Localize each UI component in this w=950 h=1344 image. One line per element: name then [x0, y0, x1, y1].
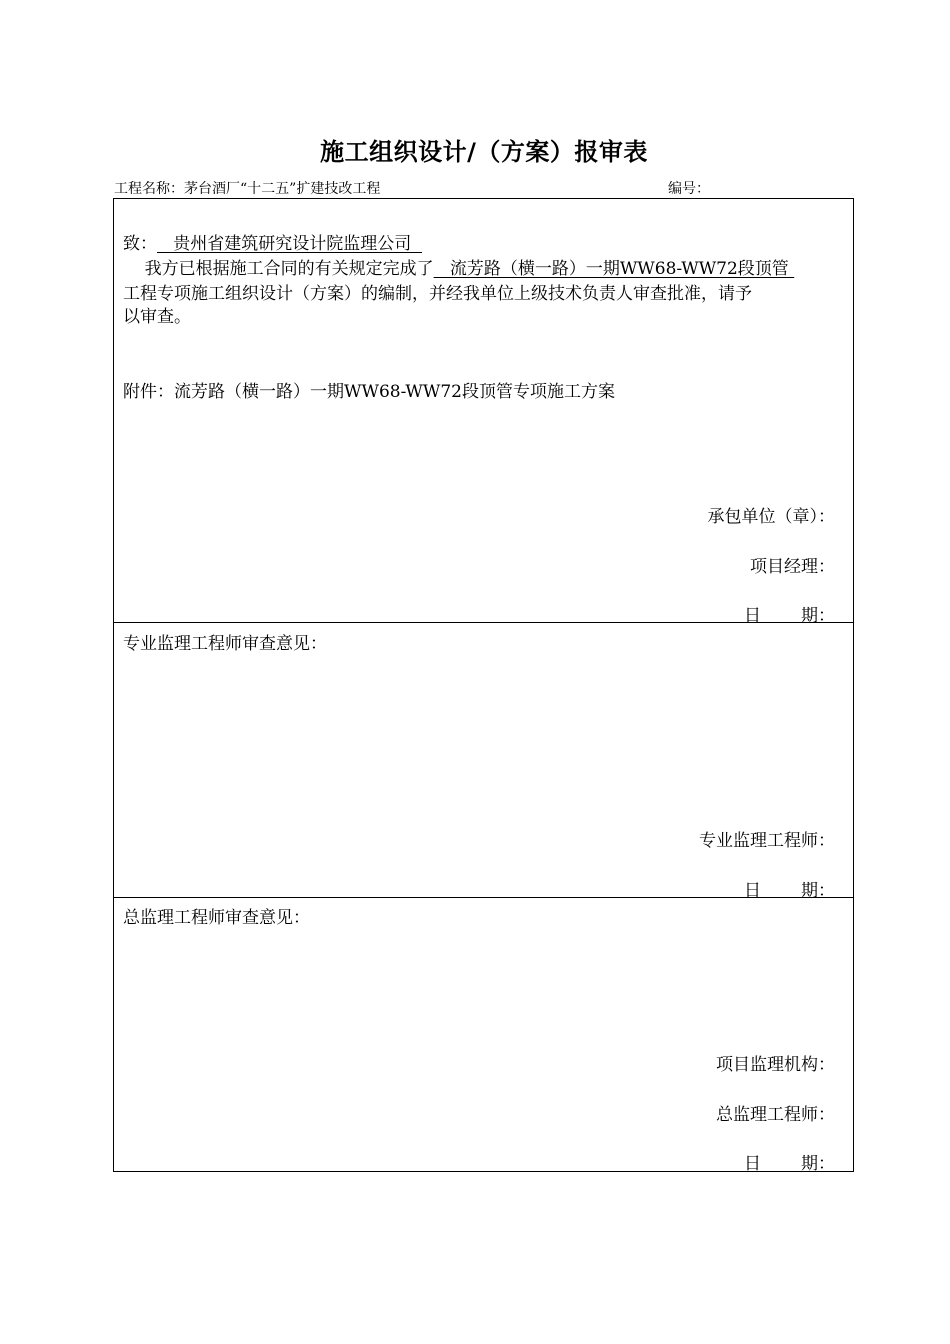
submission-section [114, 199, 853, 626]
review-form-table [113, 198, 854, 1172]
specialist-engineer-label: 专业监理工程师： [699, 831, 835, 851]
body-line-2: 工程专项施工组织设计（方案）的编制，并经我单位上级技术负责人审查批准，请予 [123, 284, 752, 304]
date-char-b: 期： [801, 606, 835, 626]
date-label [744, 1149, 835, 1174]
page-title: 施工组织设计/（方案）报审表 [320, 138, 648, 166]
contractor-signature-label: 承包单位（章）： [707, 507, 835, 527]
date-char-a: 日 [744, 606, 761, 626]
date-char-b: 期： [801, 881, 835, 901]
date-char-b: 期： [801, 1154, 835, 1174]
addressee-line [123, 229, 422, 254]
document-number-label: 编号： [668, 181, 710, 197]
attachment-line: 附件：流芳路（横一路）一期WW68-WW72段顶管专项施工方案 [123, 382, 615, 402]
project-manager-label: 项目经理： [750, 557, 835, 577]
body-line-3: 以审查。 [123, 307, 191, 327]
date-char-a: 日 [744, 881, 761, 901]
specialist-review-heading: 专业监理工程师审查意见： [123, 634, 327, 654]
addressee-label: 致： [123, 234, 157, 254]
supervision-agency-label: 项目监理机构： [716, 1055, 835, 1075]
date-char-a: 日 [744, 1154, 761, 1174]
specialist-review-section [114, 623, 853, 901]
body-project-name: 流芳路（横一路）一期WW68-WW72段顶管 [433, 259, 795, 279]
body-line-1 [123, 254, 794, 279]
chief-engineer-label: 总监理工程师： [716, 1105, 835, 1125]
chief-review-section [114, 898, 853, 1172]
body-prefix: 我方已根据施工合同的有关规定完成了 [123, 259, 434, 279]
addressee-org: 贵州省建筑研究设计院监理公司 [157, 234, 423, 254]
chief-review-heading: 总监理工程师审查意见： [123, 908, 310, 928]
project-name-label: 工程名称：茅台酒厂“十二五”扩建技改工程 [114, 181, 381, 197]
